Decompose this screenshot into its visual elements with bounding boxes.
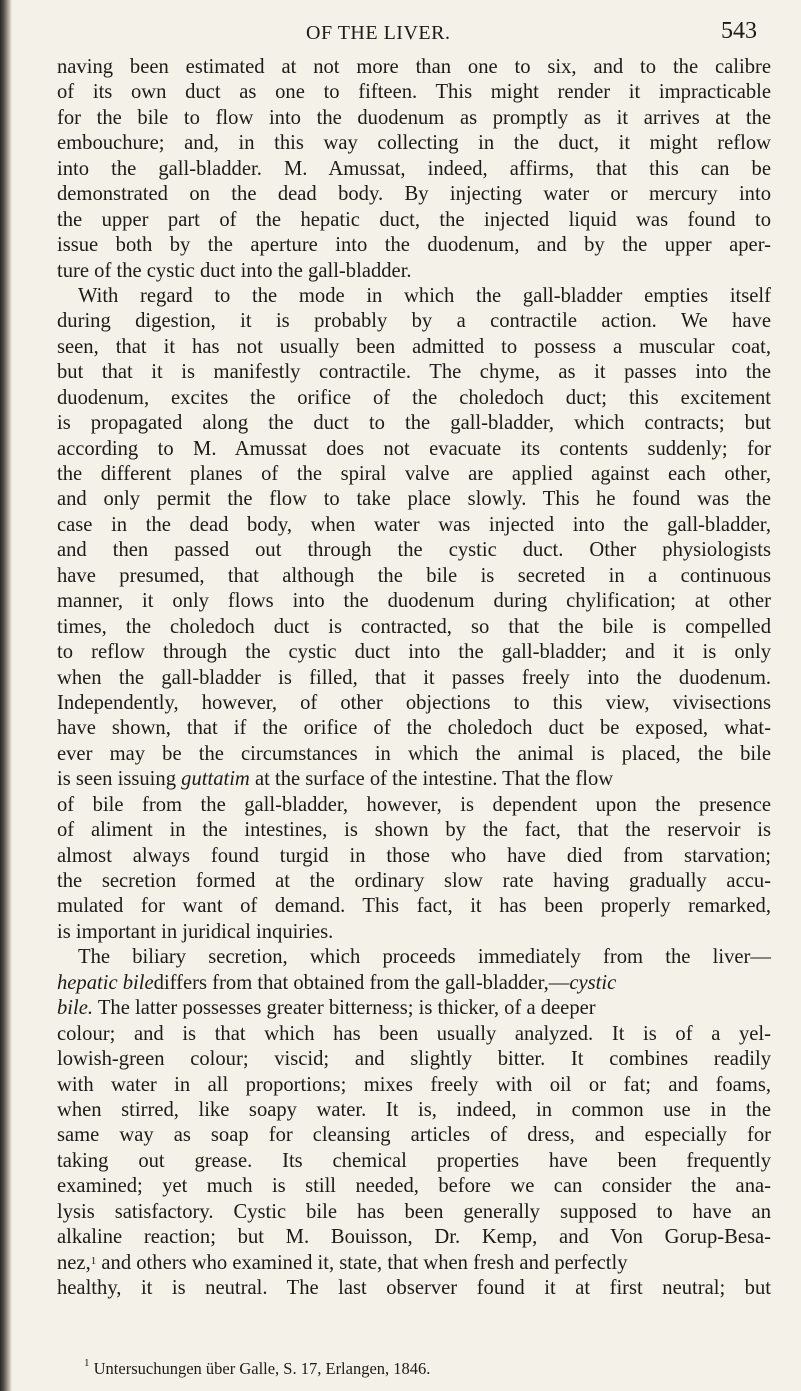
text-line: manner, it only flows into the duodenum during chylification; at other [57, 590, 771, 613]
running-head: OF THE LIVER. [306, 22, 451, 44]
text-line: examined; yet much is still needed, before we can consider the ana- [57, 1175, 771, 1198]
text-line: seen, that it has not usually been admitted to possess a muscular coat, [57, 335, 771, 358]
text-segment: nez, [57, 1251, 91, 1274]
text-line: for the bile to flow into the duodenum as promptly as it arrives at the [57, 106, 771, 129]
text-line: ever may be the circumstances in which the animal is placed, the bile [57, 742, 771, 765]
text-line: of its own duct as one to fifteen. This might render it impracticable [57, 81, 771, 104]
text-line: have shown, that if the orifice of the choledoch duct be exposed, what- [57, 717, 771, 740]
text-line-mixed [57, 996, 771, 1021]
page-header [0, 18, 801, 54]
footnote [84, 1359, 430, 1379]
text-line: embouchure; and, in this way collecting in the duct, it might reflow [57, 132, 771, 155]
text-line: almost always found turgid in those who have died from starvation; [57, 844, 771, 867]
text-line: colour; and is that which has been usually analyzed. It is of a yel- [57, 1022, 771, 1045]
text-line-mixed [57, 767, 771, 792]
page-number: 543 [721, 18, 757, 44]
italic-term: hepatic bile [57, 971, 154, 994]
text-segment: differs from that obtained from the gall-bladder,— [153, 971, 570, 994]
text-line: and only permit the flow to take place slowly. This he found was the [57, 488, 771, 511]
text-line: lysis satisfactory. Cystic bile has been generally supposed to have an [57, 1200, 771, 1223]
text-line: ture of the cystic duct into the gall-bladder. [57, 259, 412, 282]
text-line: the secretion formed at the ordinary slow rate having gradually accu- [57, 870, 771, 892]
text-line: into the gall-bladder. M. Amussat, indeed, affirms, that this can be [57, 157, 771, 180]
text-line: The biliary secretion, which proceeds immediately from the liver— [78, 946, 771, 969]
text-line: Independently, however, of other objections to this view, vivisections [57, 691, 771, 714]
text-line: and then passed out through the cystic duct. Other physiologists [57, 539, 771, 562]
text-line: is important in juridical inquiries. [57, 920, 334, 943]
text-line: have presumed, that although the bile is secreted in a continuous [57, 564, 771, 587]
text-line: to reflow through the cystic duct into the gall-bladder; and it is only [57, 641, 771, 664]
text-line: the upper part of the hepatic duct, the injected liquid was found to [57, 208, 771, 231]
text-segment: is seen issuing [57, 768, 176, 791]
text-line: lowish-green colour; viscid; and slightly bitter. It combines readily [57, 1048, 771, 1071]
footnote-reference: 1 [90, 1254, 97, 1267]
italic-term: cystic [569, 971, 617, 994]
text-line: taking out grease. Its chemical properties have been frequently [57, 1149, 771, 1172]
text-line: but that it is manifestly contractile. The chyme, as it passes into the [57, 361, 771, 384]
text-line: healthy, it is neutral. The last observer found it at first neutral; but [57, 1277, 771, 1299]
text-line: of bile from the gall-bladder, however, is dependent upon the presence [57, 793, 771, 816]
text-line: With regard to the mode in which the gall-bladder empties itself [78, 284, 771, 307]
text-segment: and others who examined it, state, that when fresh and perfectly [96, 1251, 628, 1274]
text-line: demonstrated on the dead body. By injecting water or mercury into [57, 183, 771, 206]
text-line: of aliment in the intestines, is shown by the fact, that the reservoir is [57, 819, 771, 842]
page-binding-shadow [0, 0, 12, 1391]
text-line: alkaline reaction; but M. Bouisson, Dr. Kemp, and Von Gorup-Besa- [57, 1226, 771, 1249]
text-line: the different planes of the spiral valve are applied against each other, [57, 463, 771, 485]
text-segment: at the surface of the intestine. That the flow [249, 768, 614, 791]
text-line: times, the choledoch duct is contracted, so that the bile is compelled [57, 615, 771, 638]
text-line: during digestion, it is probably by a contractile action. We have [57, 310, 771, 333]
text-line: according to M. Amussat does not evacuate its contents suddenly; for [57, 437, 771, 460]
text-line: case in the dead body, when water was injected into the gall-bladder, [57, 513, 771, 536]
text-line-mixed [57, 1251, 771, 1276]
footnote-marker: 1 [84, 1357, 90, 1369]
text-line: duodenum, excites the orifice of the choledoch duct; this excitement [57, 386, 771, 409]
italic-term: guttatim [181, 768, 250, 791]
footnote-text: Untersuchungen über Galle, S. 17, Erlangen, 1846. [93, 1359, 431, 1378]
text-line: with water in all proportions; mixes freely with oil or fat; and foams, [57, 1073, 771, 1096]
italic-term: bile. [57, 997, 94, 1020]
text-line: same way as soap for cleansing articles of dress, and especially for [57, 1124, 771, 1147]
text-segment: The latter possesses greater bitterness; is thicker, of a deeper [97, 997, 596, 1020]
text-line: issue both by the aperture into the duodenum, and by the upper aper- [57, 234, 771, 257]
text-line-mixed [57, 971, 771, 996]
text-line: when the gall-bladder is filled, that it passes freely into the duodenum. [57, 666, 771, 689]
text-line: naving been estimated at not more than one to six, and to the calibre [57, 56, 771, 78]
text-line: is propagated along the duct to the gall-bladder, which contracts; but [57, 412, 771, 435]
body-text [57, 55, 771, 1301]
text-line: when stirred, like soapy water. It is, indeed, in common use in the [57, 1098, 771, 1121]
text-line: mulated for want of demand. This fact, it has been properly remarked, [57, 895, 771, 918]
